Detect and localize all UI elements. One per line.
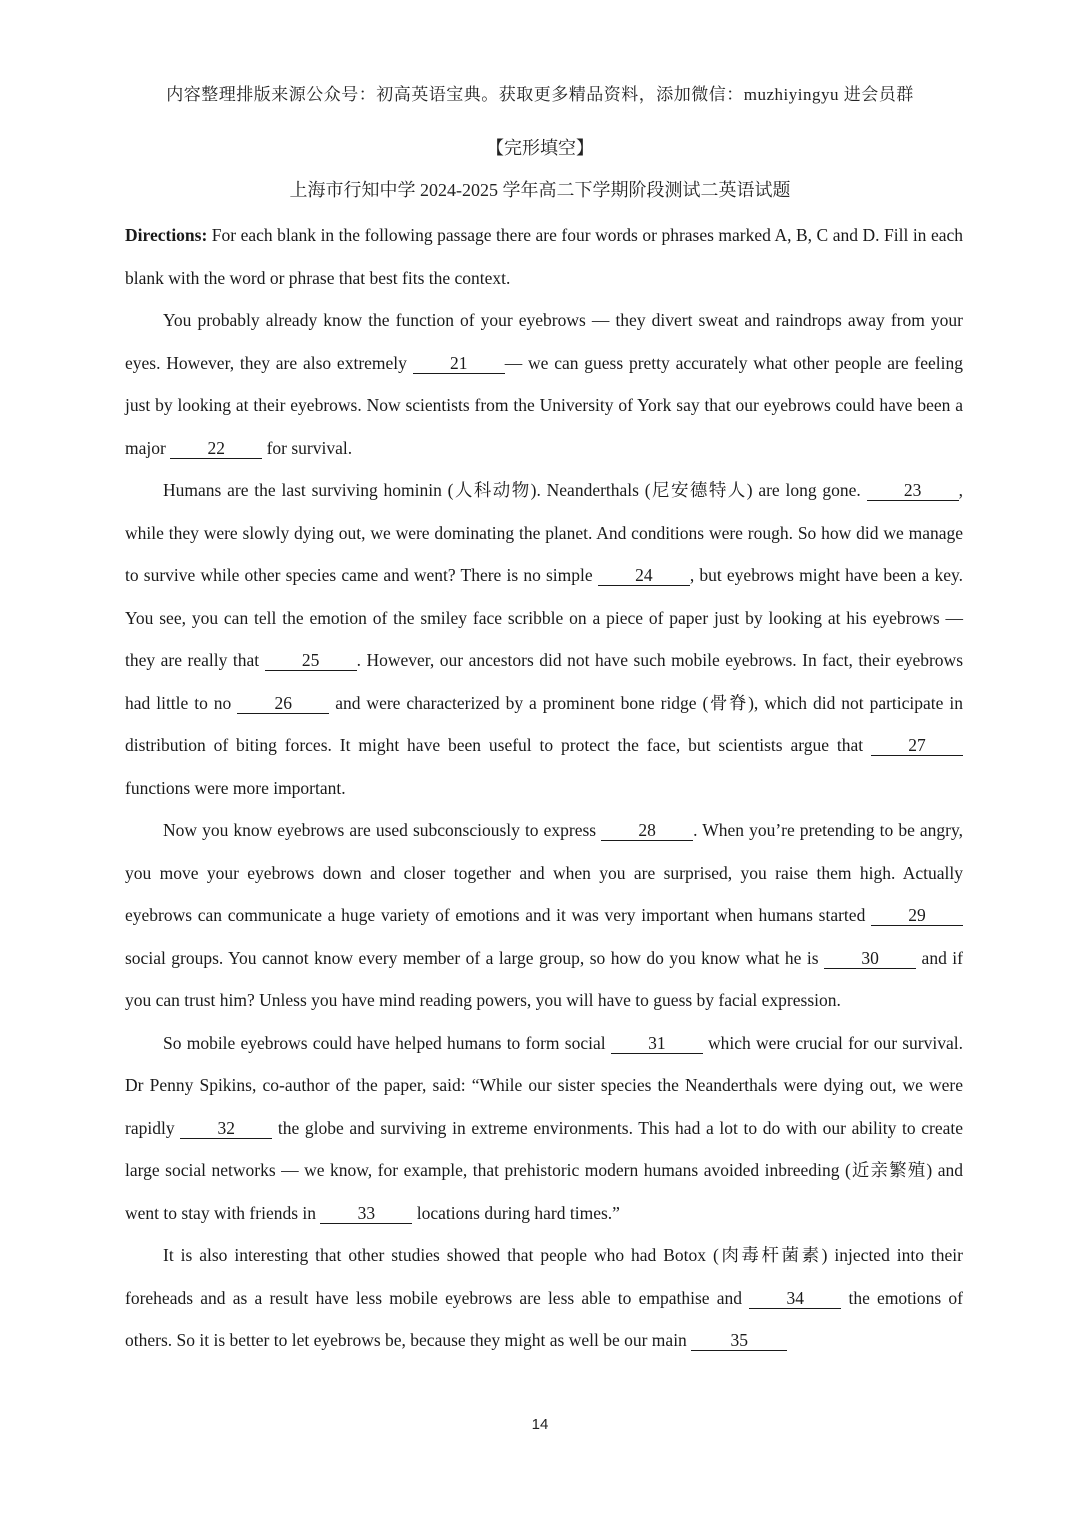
paragraph-text: Humans are the last surviving hominin (人科动物). Neanderthals (尼安德特人) are long gone. (163, 480, 867, 500)
paragraph-text: You probably already know the function of your eyebrows — they divert sweat and raindrops away from your eyes. However, they are also extremely (125, 310, 963, 373)
paragraph-text: social groups. You cannot know every member of a large group, so how do you know what he is (125, 947, 825, 968)
paragraph-text: locations during hard times.” (412, 1202, 620, 1223)
paragraph-4 (125, 1022, 963, 1235)
exam-title: 上海市行知中学 2024-2025 学年高二下学期阶段测试二英语试题 (289, 180, 791, 200)
paragraph-text: It is also interesting that other studies showed that people who had Botox (肉毒杆菌素) injected into their foreheads and as a result have less mobile eyebrows are less able to empathise and (125, 1245, 963, 1308)
blank-33: 33 (320, 1203, 412, 1224)
paragraph-text: which were crucial for our survival. Dr Penny Spikins, co-author of the paper, said: “While our sister species the Neanderthals were dying out, we were rapidly (125, 1032, 963, 1138)
blank-25: 25 (265, 650, 357, 671)
paragraph-2 (125, 469, 963, 809)
blank-23: 23 (867, 480, 959, 501)
blank-29: 29 (871, 905, 963, 926)
section-label: 【完形填空】 (486, 138, 594, 158)
header-source-note: 内容整理排版来源公众号：初高英语宝典。获取更多精品资料，添加微信：muzhiyingyu 进会员群 (166, 85, 914, 104)
passage-body (125, 214, 963, 1362)
blank-30: 30 (824, 948, 916, 969)
paragraph-text: . However, our ancestors did not have such mobile eyebrows. In fact, their eyebrows had little to no (125, 650, 964, 713)
paragraph-1 (125, 299, 963, 469)
paragraph-text: . When you’re pretending to be angry, you move your eyebrows down and closer together and when you are surprised, you raise them high. Actually eyebrows can communicate a huge variety of emotions and it was very important when humans started (125, 820, 963, 925)
blank-27: 27 (871, 735, 963, 756)
directions-label: Directions: (125, 225, 208, 245)
blank-28: 28 (601, 820, 693, 841)
paragraph-text: , but eyebrows might have been a key. You see, you can tell the emotion of the smiley face scribble on a piece of paper just by looking at his eyebrows — they are really that (125, 565, 963, 670)
paragraph-text: Now you know eyebrows are used subconsciously to express (163, 820, 602, 840)
paragraph-5 (125, 1234, 963, 1362)
directions-paragraph (125, 214, 963, 299)
blank-32: 32 (180, 1118, 272, 1139)
blank-22: 22 (170, 438, 262, 459)
directions-text: For each blank in the following passage there are four words or phrases marked A, B, C and D. Fill in each blank with the word or phrase that best fits the context. (125, 225, 963, 288)
paragraph-3 (125, 809, 963, 1022)
blank-21: 21 (413, 353, 505, 374)
blank-24: 24 (598, 565, 690, 586)
paragraph-text: the emotions of others. So it is better to let eyebrows be, because they might as well be our main (125, 1287, 964, 1350)
paragraph-text: the globe and surviving in extreme environments. This had a lot to do with our ability to create large social networks — we know, for example, that prehistoric modern humans avoided inbreeding (近亲繁殖) and went to stay with friends in (125, 1117, 963, 1223)
paragraph-text: for survival. (262, 437, 353, 458)
blank-34: 34 (749, 1288, 841, 1309)
paragraph-text: So mobile eyebrows could have helped humans to form social (163, 1032, 611, 1053)
page-number: 14 (531, 1416, 549, 1433)
blank-26: 26 (237, 693, 329, 714)
blank-35: 35 (691, 1330, 787, 1351)
paragraph-text: — we can guess pretty accurately what other people are feeling just by looking at their eyebrows. Now scientists from the University of York say that our eyebrows could have been a major (125, 352, 963, 458)
paragraph-text: , while they were slowly dying out, we were dominating the planet. And conditions were rough. So how did we manage to survive while other species came and went? There is no simple (125, 480, 963, 585)
paragraph-text: and if you can trust him? Unless you have mind reading powers, you will have to guess by facial expression. (125, 947, 963, 1010)
paragraph-text: functions were more important. (125, 777, 346, 798)
blank-31: 31 (611, 1033, 703, 1054)
paragraph-text: and were characterized by a prominent bone ridge (骨脊), which did not participate in distribution of biting forces. It might have been useful to protect the face, but scientists argue that (125, 692, 963, 755)
